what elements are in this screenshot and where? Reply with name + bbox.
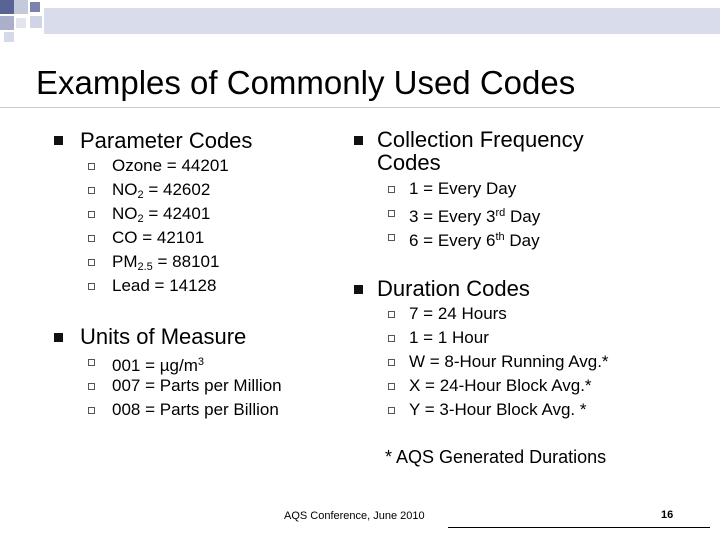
decor-square [0,0,14,14]
bullet-box-icon [88,235,95,242]
frequency-heading: Collection Frequency [377,127,584,152]
bullet-square-icon [54,136,63,145]
footer-text: AQS Conference, June 2010 [284,510,425,522]
frequency-item: 3 = Every 3rd Day [409,207,541,226]
title-divider [0,107,720,108]
frequency-item: 1 = Every Day [409,179,517,198]
duration-item: W = 8-Hour Running Avg.* [409,352,609,371]
duration-item: Y = 3-Hour Block Avg. * [409,400,587,419]
bullet-square-icon [354,136,363,145]
bullet-box-icon [388,210,395,217]
duration-item: 7 = 24 Hours [409,304,507,323]
parameter-item: CO = 42101 [112,228,205,247]
bullet-square-icon [354,285,363,294]
bullet-box-icon [88,359,95,366]
bullet-box-icon [88,407,95,414]
parameter-item: Lead = 14128 [112,276,217,295]
bullet-square-icon [54,333,63,342]
duration-item: X = 24-Hour Block Avg.* [409,376,592,395]
decor-square [30,16,42,28]
parameter-item: $NO_2 = 42401$ [112,204,211,225]
bullet-box-icon [88,283,95,290]
bullet-box-icon [388,311,395,318]
units-item: 007 = Parts per Million [112,376,282,395]
parameter-item: $PM_{2.5} = 88101$ [112,252,220,273]
bullet-box-icon [388,234,395,241]
units-item: 008 = Parts per Billion [112,400,279,419]
bullet-box-icon [388,186,395,193]
decor-square [0,16,14,30]
bullet-box-icon [88,383,95,390]
decor-square [16,18,26,28]
footer-line [448,527,710,528]
decor-square [30,2,40,12]
frequency-item: 6 = Every 6th Day [409,231,540,250]
duration-heading: Duration Codes [377,276,530,301]
footnote: * AQS Generated Durations [385,447,607,467]
bullet-box-icon [388,407,395,414]
duration-item: 1 = 1 Hour [409,328,489,347]
header-band [44,8,720,34]
frequency-heading-cont: Codes [377,150,441,175]
bullet-box-icon [88,259,95,266]
bullet-box-icon [388,359,395,366]
bullet-box-icon [88,163,95,170]
units-item: $001 = \mu g/m^3$ [112,356,204,375]
bullet-box-icon [88,211,95,218]
bullet-box-icon [88,187,95,194]
bullet-box-icon [388,335,395,342]
bullet-box-icon [388,383,395,390]
slide-title: Examples of Commonly Used Codes [36,64,576,101]
decor-square [4,32,14,42]
units-heading: Units of Measure [80,324,247,349]
parameter-codes-heading: Parameter Codes [80,128,253,153]
decor-square [14,0,28,14]
parameter-item: $NO_2 = 42602$ [112,180,211,201]
parameter-item: Ozone = 44201 [112,156,229,175]
page-number: 16 [661,509,674,521]
